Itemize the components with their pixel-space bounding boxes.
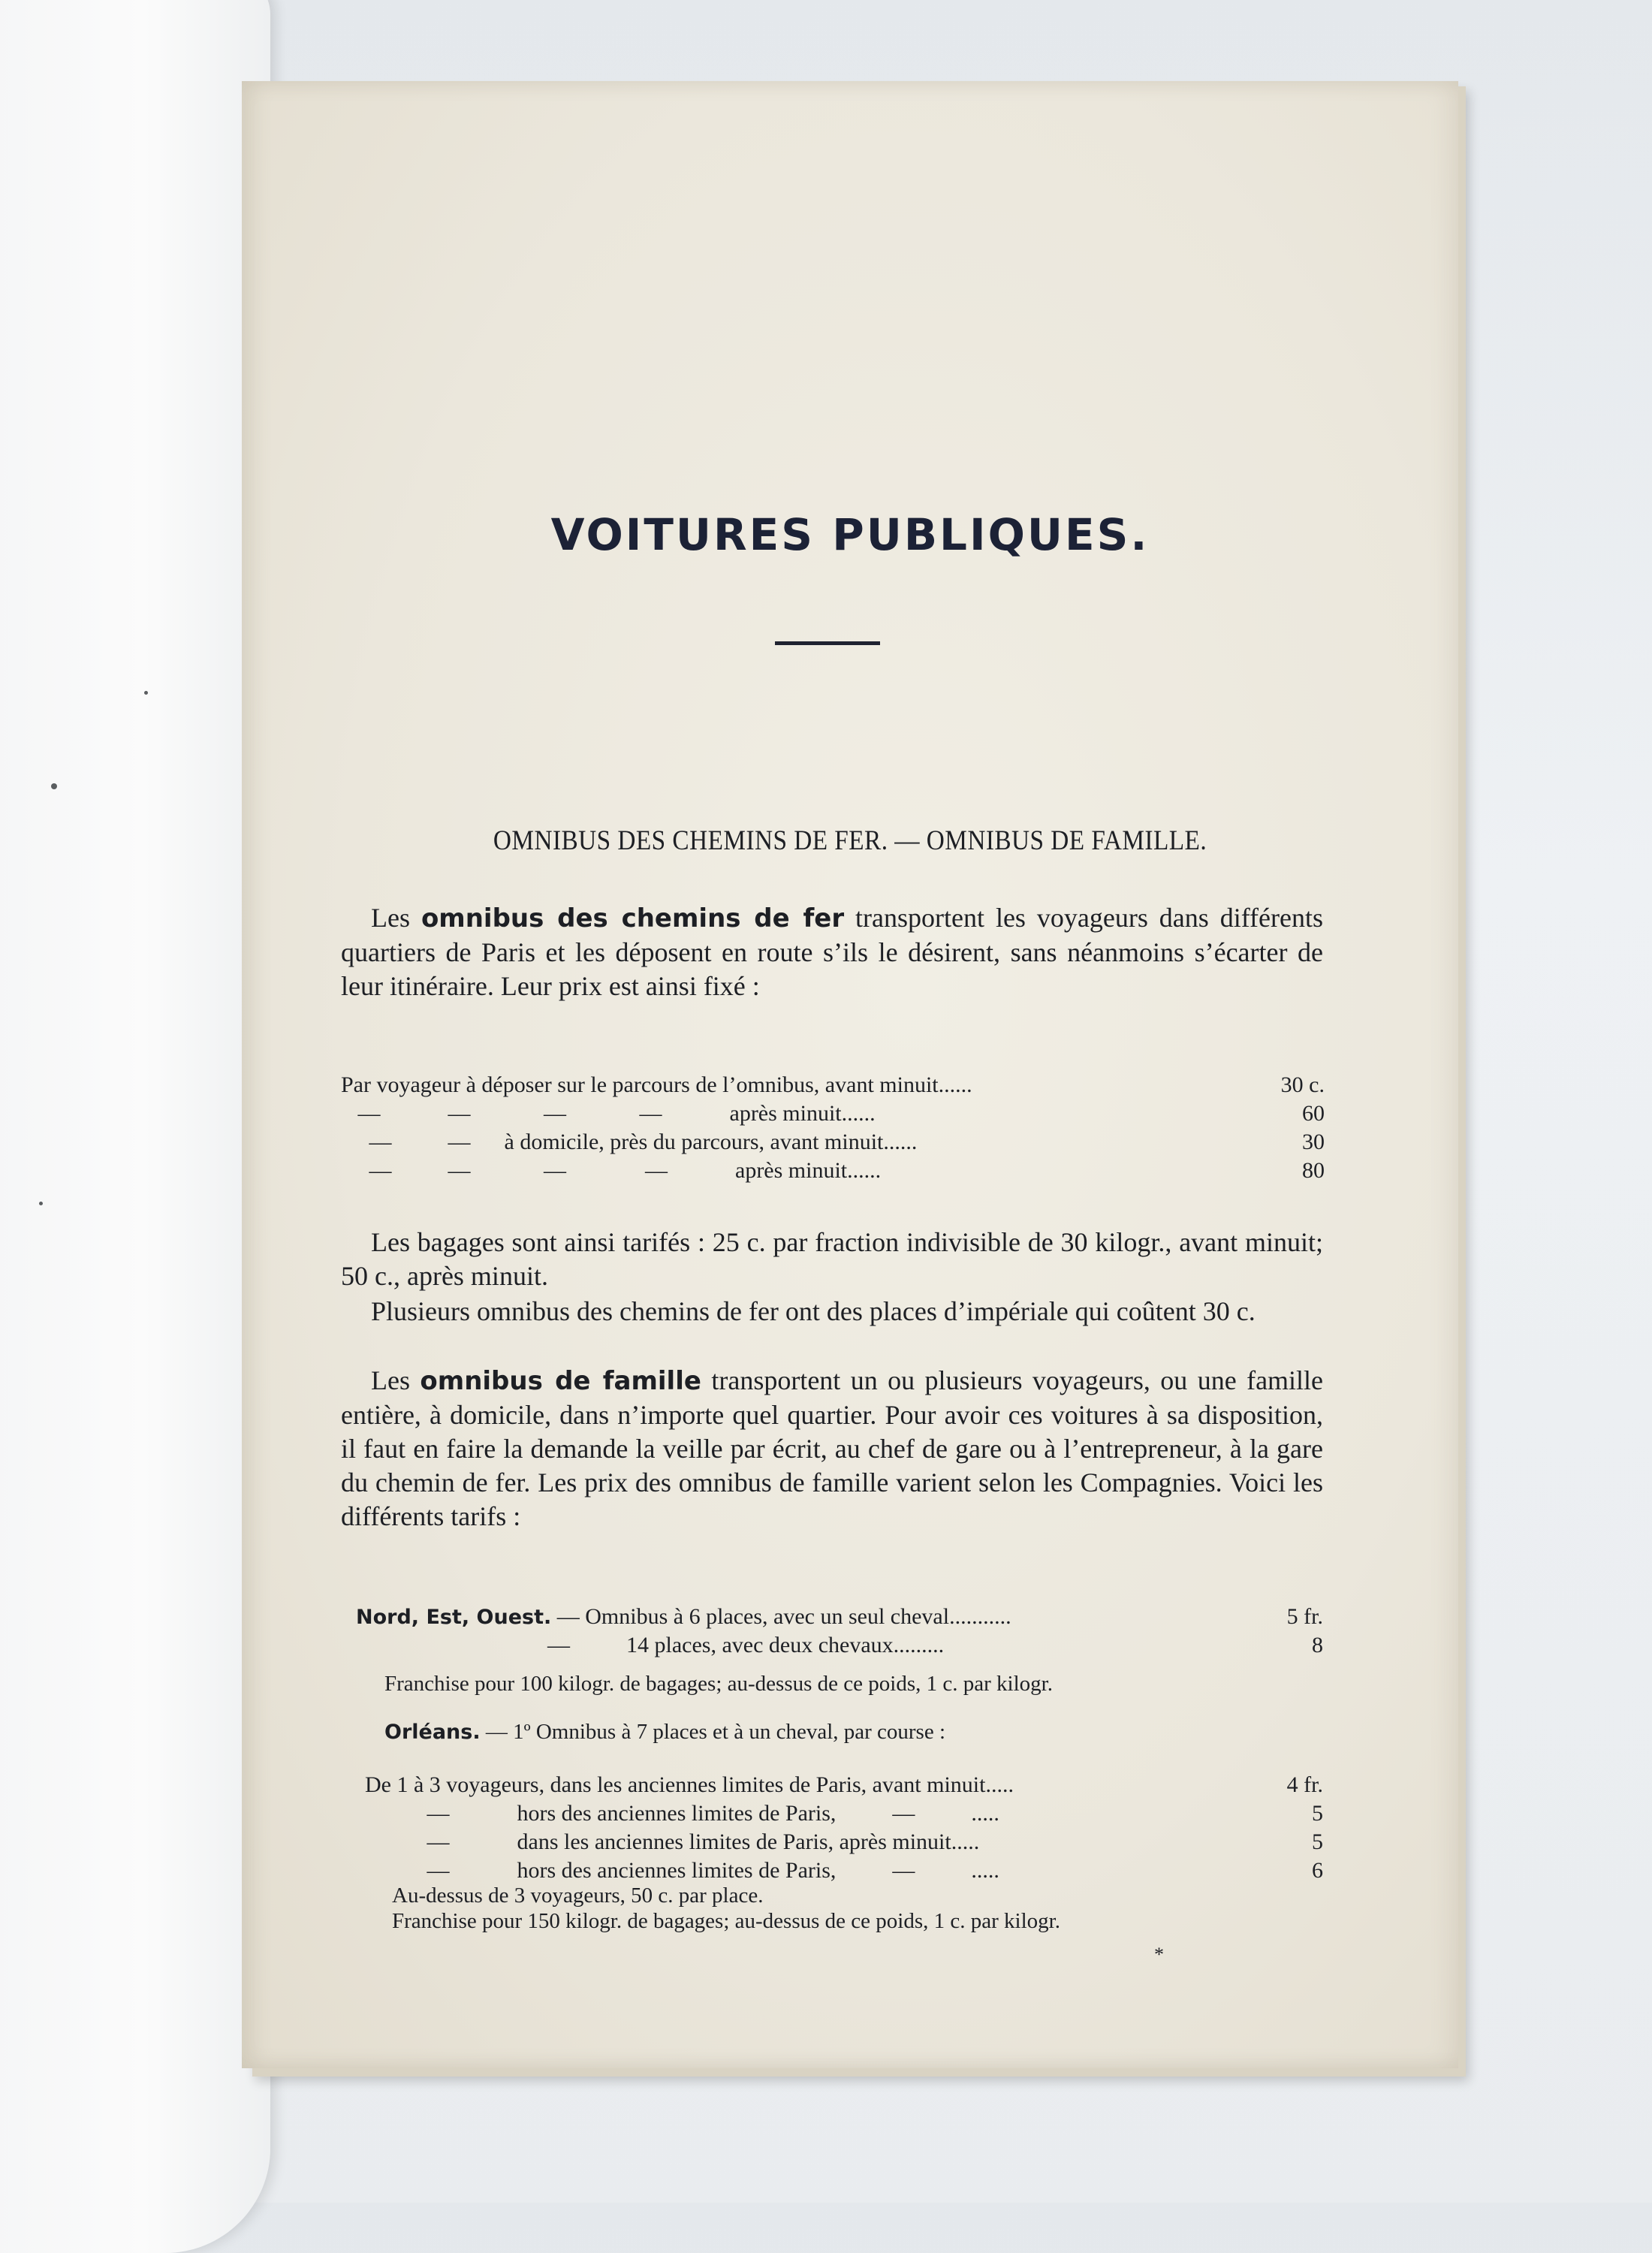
section-heading: OMNIBUS DES CHEMINS DE FER. — OMNIBUS DE FAMILLE. [493, 825, 1207, 856]
tariff-row: — 14 places, avec deux chevaux......... 8 [356, 1633, 1323, 1657]
railway-tariff-table [341, 1071, 1325, 1185]
book-page [242, 81, 1458, 2068]
nord-franchise: Franchise pour 100 kilogr. de bagages; au-dessus de ce poids, 1 c. par kilogr. [384, 1672, 1053, 1696]
intro-text: transportent les voyageurs dans différents quartiers de Paris et les déposent en route s’ils le désirent, sans néanmoins s’écarter de leur itinéraire. Leur prix est ainsi fixé : [341, 903, 1324, 1001]
orleans-note: Au-dessus de 3 voyageurs, 50 c. par place. [392, 1884, 764, 1908]
left-blank-page [0, 0, 270, 2253]
paper-speck [39, 1202, 43, 1205]
company-name: Nord, Est, Ouest. [356, 1606, 552, 1629]
paper-speck [51, 783, 57, 789]
signature-mark: * [1154, 1944, 1164, 1965]
tariff-row: De 1 à 3 voyageurs, dans les anciennes limites de Paris, avant minuit..... 4 fr. [365, 1772, 1323, 1797]
orleans-franchise: Franchise pour 150 kilogr. de bagages; au-dessus de ce poids, 1 c. par kilogr. [392, 1909, 1060, 1933]
tariff-row: Nord, Est, Ouest. — Omnibus à 6 places, avec un seul cheval........... 5 fr. [356, 1603, 1323, 1631]
tariff-row: — dans les anciennes limites de Paris, après minuit..... 5 [365, 1829, 1323, 1854]
orleans-heading: Orléans. — 1º Omnibus à 7 places et à un cheval, par course : [384, 1720, 946, 1744]
imperial-paragraph: Plusieurs omnibus des chemins de fer ont des places d’impériale qui coûtent 30 c. [371, 1296, 1256, 1326]
paper-speck [144, 691, 148, 695]
nord-tariff-table [356, 1603, 1323, 1660]
intro-lead: Les [371, 903, 410, 933]
tariff-row: — — — — après minuit...... 60 [341, 1101, 1325, 1126]
orleans-tariff-table [365, 1771, 1323, 1885]
page-title: VOITURES PUBLIQUES. [550, 509, 1150, 560]
intro-bold-term: omnibus des chemins de fer [421, 903, 845, 933]
family-bold-term: omnibus de famille [420, 1366, 701, 1396]
tariff-row: — hors des anciennes limites de Paris, — ..... 6 [365, 1858, 1323, 1883]
tariff-row: — — — — après minuit...... 80 [341, 1158, 1325, 1183]
family-paragraph: Les omnibus de famille transportent un ou plusieurs voyageurs, ou une famille entière, à domicile, dans n’importe quel quartier. Pour avoir ces voitures à sa disposition, il faut en faire la demande la veille par écrit, au chef de gare ou à l’entrepreneur, à la gare du chemin de fer. Les prix des omnibus de famille varient selon les Compagnies. Voici les différents tarifs : [341, 1365, 1324, 1531]
tariff-row: Par voyageur à déposer sur le parcours de l’omnibus, avant minuit...... 30 c. [341, 1072, 1325, 1097]
tariff-row: — hors des anciennes limites de Paris, — ..... 5 [365, 1801, 1323, 1826]
baggage-paragraph: Les bagages sont ainsi tarifés : 25 c. par fraction indivisible de 30 kilogr., avant minuit; 50 c., après minuit. [341, 1227, 1323, 1291]
intro-paragraph [341, 901, 1323, 1003]
title-rule [775, 641, 880, 645]
tariff-row: — — à domicile, près du parcours, avant minuit...... 30 [341, 1130, 1325, 1154]
